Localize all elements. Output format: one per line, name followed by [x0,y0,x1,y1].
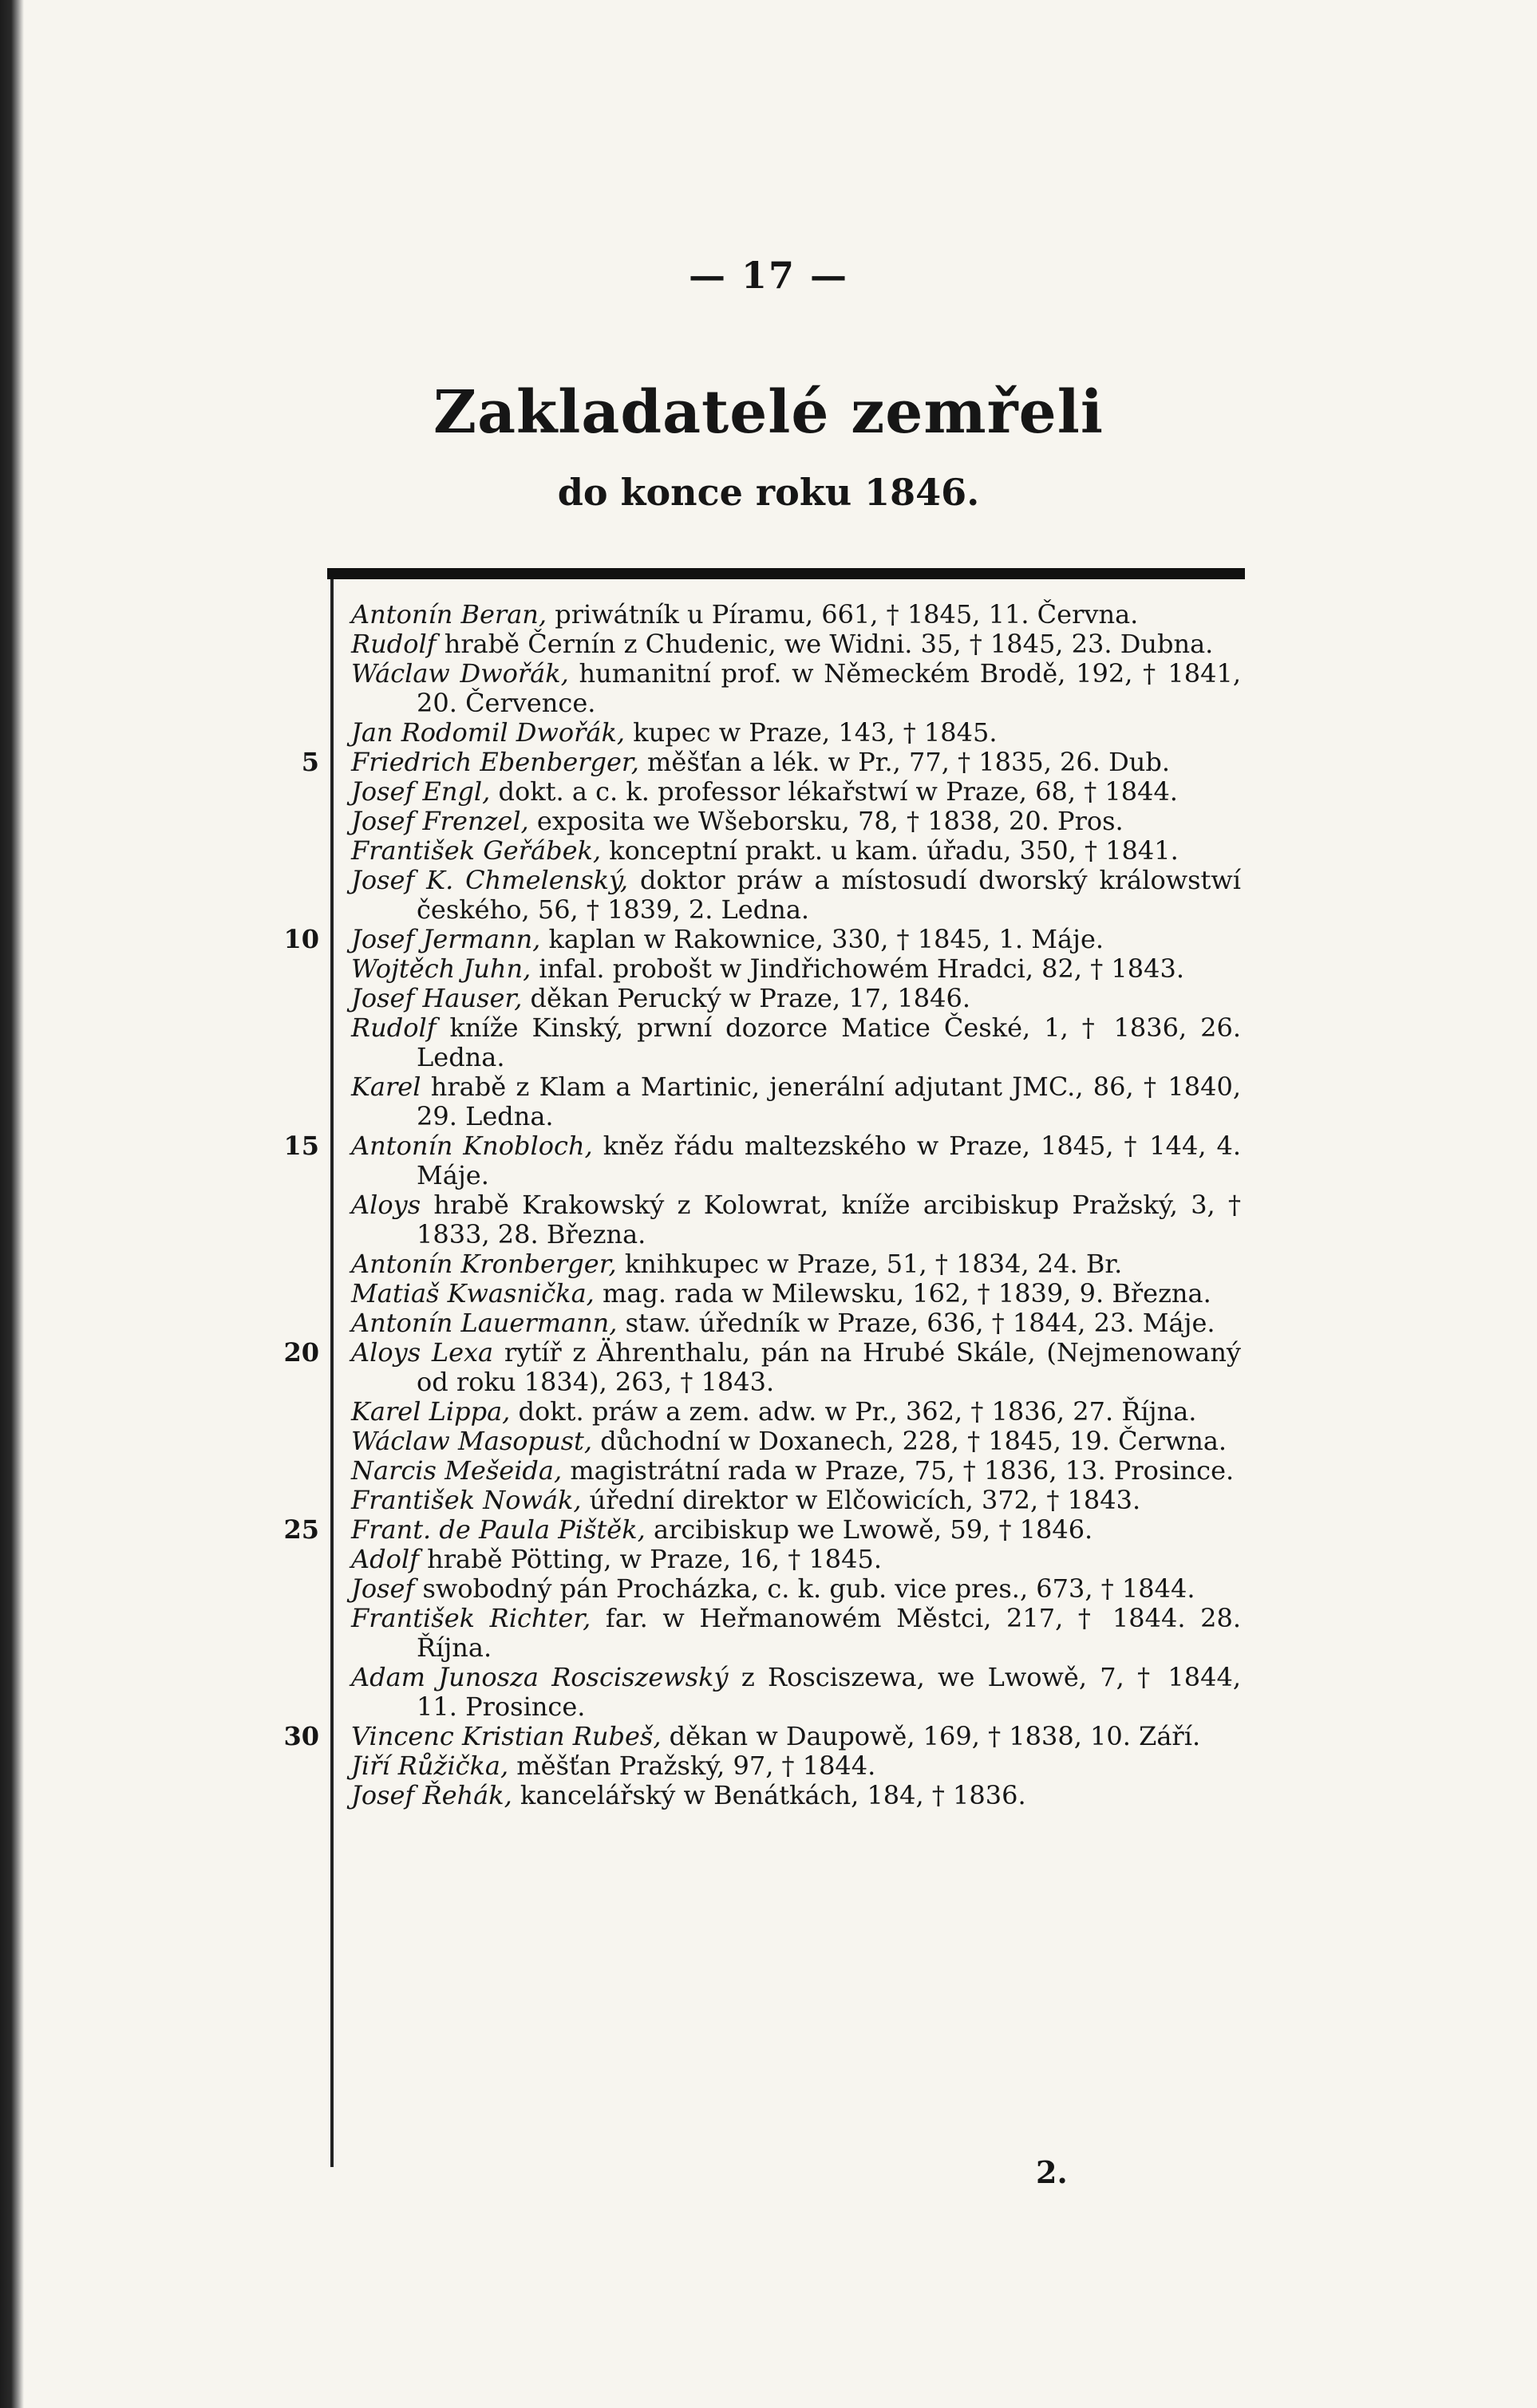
list-item [351,659,1241,718]
entry-text: měšťan a lék. w Pr., 77, † 1835, 26. Dub. [638,747,1171,777]
entry-name: Antonín Lauermann, [351,1308,618,1338]
entry-text: mag. rada w Milewsku, 162, † 1839, 9. Března. [594,1278,1211,1309]
entry-name: Antonín Kronberger, [351,1249,617,1279]
line-number: 20 [283,1337,319,1368]
list-item [351,954,1241,984]
entry-text: knihkupec w Praze, 51, † 1834, 24. Br. [616,1249,1123,1279]
entry-name: František Nowák, [351,1485,582,1515]
entry-name: Jan Rodomil Dwořák, [351,717,626,748]
list-item [351,1486,1241,1515]
list-item [351,1397,1241,1427]
entry-name: Frant. de Paula Pištěk, [351,1514,646,1545]
entry-name: František Geřábek, [351,835,602,866]
entry-text: dokt. práw a zem. adw. w Pr., 362, † 1836, 27. Října. [510,1396,1197,1427]
entry-name: Wáclaw Masopust, [351,1426,593,1456]
list-item [351,807,1241,836]
list-item [351,777,1241,807]
header-rule [327,568,1245,579]
entry-text: rytíř z Ährenthalu, pán na Hrubé Skále, (Nejmenowaný od roku 1834), 263, † 1843. [417,1337,1242,1397]
entry-text: hrabě z Klam a Martinic, jenerální adjutant JMC., 86, † 1840, 29. Ledna. [417,1072,1241,1131]
entry-text: kancelářský w Benátkách, 184, † 1836. [512,1780,1026,1810]
entry-text: humanitní prof. w Německém Brodě, 192, † 1841, 20. Července. [417,658,1242,718]
entry-text: staw. úředník w Praze, 636, † 1844, 23. Máje. [617,1308,1215,1338]
line-number: 15 [283,1131,319,1161]
entry-text: děkan w Daupowě, 169, † 1838, 10. Září. [661,1721,1201,1751]
margin-rule [330,579,334,2167]
entry-text: exposita we Wšeborsku, 78, † 1838, 20. Pros. [528,806,1124,836]
entry-name: Josef K. Chmelenský, [351,865,629,895]
list-item [351,600,1241,630]
list-item [283,1337,1242,1397]
page-title: Zakladatelé zemřeli [433,378,1104,447]
list-item [351,1781,1241,1810]
entry-text: důchodní w Doxanech, 228, † 1845, 19. Čerwna. [592,1426,1227,1456]
entry-text: doktor práw a místosudí dworský králowstwí českého, 56, † 1839, 2. Ledna. [417,865,1241,925]
list-item [283,924,1241,954]
entry-name: Josef [351,1573,415,1604]
list-item [283,1721,1241,1751]
founders-list [283,599,1242,1810]
list-item [351,836,1241,866]
entry-text: měšťan Pražský, 97, † 1844. [508,1751,876,1781]
entry-name: Aloys Lexa [351,1337,494,1368]
entry-text: úřední direktor w Elčowicích, 372, † 1843. [581,1485,1141,1515]
entry-text: dokt. a c. k. professor lékařstwí w Praze, 68, † 1844. [490,776,1178,807]
entry-text: děkan Perucký w Praze, 17, 1846. [522,983,970,1013]
entry-text: swobodný pán Procházka, c. k. gub. vice pres., 673, † 1844. [414,1573,1195,1604]
entry-name: Josef Hauser, [351,983,523,1013]
entry-text: konceptní prakt. u kam. úřadu, 350, † 1841. [601,835,1179,866]
list-item [351,1013,1241,1072]
line-number: 10 [283,924,319,954]
list-item [351,1309,1241,1338]
list-item [351,630,1241,659]
list-item [351,1574,1241,1604]
entry-name: Wáclaw Dwořák, [351,658,569,689]
list-item [283,1514,1241,1545]
entry-text: kupec w Praze, 143, † 1845. [625,717,998,748]
entry-name: Karel Lippa, [351,1396,511,1427]
list-item [351,866,1241,925]
entry-text: kněz řádu maltezského w Praze, 1845, † 144, 4. Máje. [417,1131,1242,1190]
entry-name: Rudolf [351,629,437,659]
list-item [351,1072,1241,1131]
signature-mark: 2. [1036,2154,1068,2190]
entry-text: z Rosciszewa, we Lwowě, 7, † 1844, 11. Prosince. [417,1662,1242,1722]
list-item [351,1751,1241,1781]
entry-text: hrabě Krakowský z Kolowrat, kníže arcibiskup Pražský, 3, † 1833, 28. Března. [417,1190,1241,1249]
entry-text: arcibiskup we Lwowě, 59, † 1846. [645,1514,1093,1545]
entry-name: Friedrich Ebenberger, [351,747,639,777]
list-item [351,1279,1241,1309]
entry-name: Antonín Knobloch, [351,1131,593,1161]
entry-name: Aloys [351,1190,421,1220]
list-item [351,1663,1241,1722]
entry-name: Josef Jermann, [351,924,541,954]
entry-text: far. w Heřmanowém Městci, 217, † 1844. 28. Října. [417,1603,1241,1663]
entry-name: Narcis Mešeida, [351,1455,563,1486]
entry-text: infal. probošt w Jindřichowém Hradci, 82, † 1843. [531,953,1184,984]
entry-name: Josef Frenzel, [351,806,529,836]
list-item [351,1190,1241,1249]
list-item [351,1545,1241,1574]
entry-name: Wojtěch Juhn, [351,953,531,984]
list-item [351,984,1241,1013]
entry-name: Antonín Beran, [351,599,547,630]
scan-edge [0,0,24,2408]
page-number: — 17 — [688,254,849,297]
entry-name: Karel [351,1072,421,1102]
entry-text: hrabě Pötting, w Praze, 16, † 1845. [418,1544,883,1574]
entry-name: Josef Engl, [351,776,491,807]
entry-name: Rudolf [351,1013,437,1043]
entry-text: hrabě Černín z Chudenic, we Widni. 35, † 1845, 23. Dubna. [436,629,1214,659]
page-subtitle: do konce roku 1846. [557,471,980,514]
line-number: 30 [283,1721,319,1751]
entry-name: Jiří Růžička, [351,1751,509,1781]
entry-text: magistrátní rada w Praze, 75, † 1836, 13. Prosince. [562,1455,1235,1486]
entry-text: kaplan w Rakownice, 330, † 1845, 1. Máje. [540,924,1104,954]
list-item [351,1249,1241,1279]
entry-text: priwátník u Píramu, 661, † 1845, 11. Června. [547,599,1139,630]
list-item [351,1456,1241,1486]
entry-name: Adam Junosza Rosciszewský [351,1662,729,1692]
entry-text: kníže Kinský, prwní dozorce Matice České, 1, † 1836, 26. Ledna. [417,1013,1241,1072]
entry-name: Matiaš Kwasnička, [351,1278,595,1309]
entry-name: Adolf [351,1544,419,1574]
list-item [351,718,1241,748]
list-item [351,1604,1241,1663]
list-item [351,1427,1241,1456]
entry-name: Josef Řehák, [351,1780,512,1810]
list-item [283,1131,1242,1190]
line-number: 5 [301,747,319,777]
entry-name: Vincenc Kristian Rubeš, [351,1721,662,1751]
list-item [301,747,1241,777]
line-number: 25 [283,1514,319,1545]
entry-name: František Richter, [351,1603,591,1633]
